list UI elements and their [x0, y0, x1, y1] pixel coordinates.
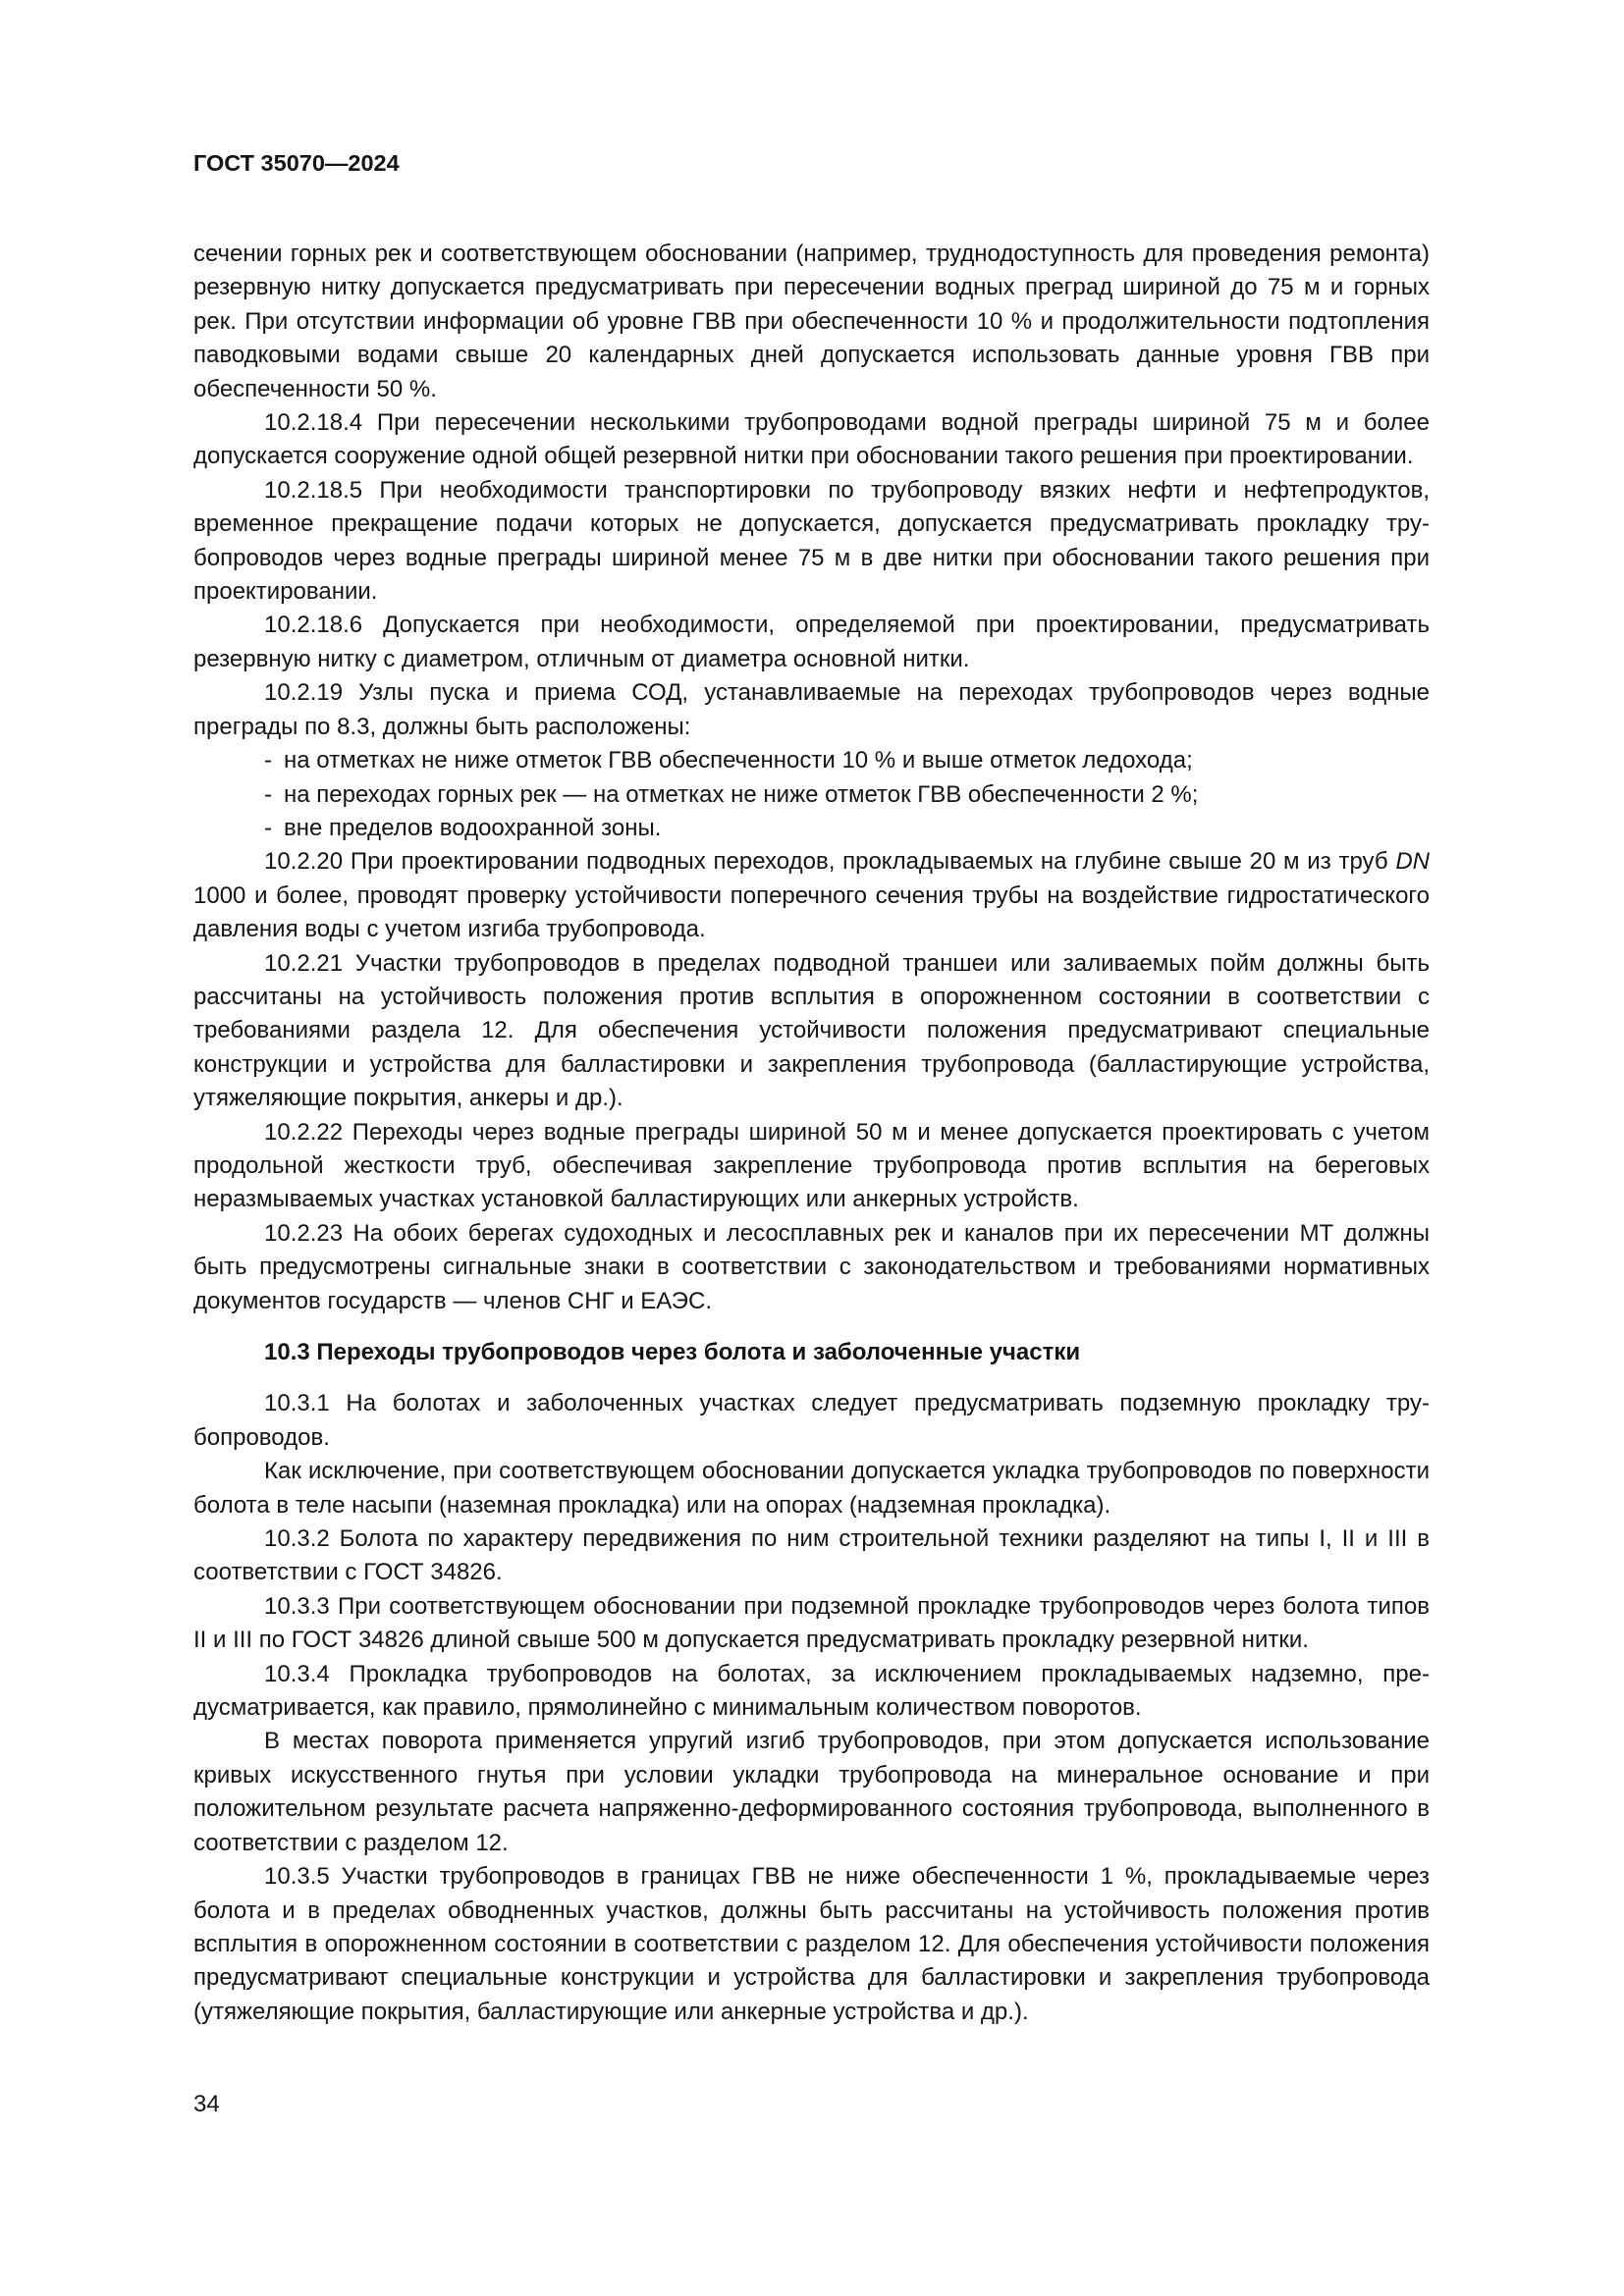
clause-10-2-18-5: 10.2.18.5 При необходимости транспортировки по трубопроводу вязких нефти и нефтепродуктов, временное прекращение подачи которых не допускается, допускается предусматривать прокладку трубопроводов через водные преграды шириной менее 75 м в две нитки при обосновании такого решения при проектировании.	[193, 476, 1430, 606]
clause-10-3-1-exception: Как исключение, при соответствующем обосновании допускается укладка трубопроводов по поверхности болота в теле насыпи (наземная прокладка) или на опорах (надземная прокладка).	[193, 1458, 1430, 1519]
clause-10-3-4-turns: В местах поворота применяется упругий изгиб трубопроводов, при этом допускается использование кривых искусственного гнутья при условии укладки трубопровода на минеральное основание и при положительном результате расчета напряженно-деформированного состояния трубопровода, выполненного в соответствии с разделом 12.	[193, 1728, 1430, 1856]
clause-10-2-18-4: 10.2.18.4 При пересечении несколькими трубопроводами водной преграды шириной 75 м и более допускается сооружение одной общей резервной нитки при обосновании такого решения при проектировании.	[193, 409, 1430, 470]
section-heading-10-3: 10.3 Переходы трубопроводов через болота и заболоченные участки	[264, 1339, 1081, 1365]
document-header: ГОСТ 35070—2024	[193, 150, 400, 176]
clause-10-3-3: 10.3.3 При соответствующем обосновании при подземной прокладке трубопроводов через болота типов II и III по ГОСТ 34826 длиной свыше 500 м допускается предусматривать прокладку резервной нитки.	[193, 1592, 1430, 1654]
document-body	[193, 238, 1430, 2029]
paragraph-continuation: сечении горных рек и соответствующем обосновании (например, труднодоступность для проведения ремонта) резервную нитку допускается предусматривать при пересечении водных преград шириной до 75 м и горных рек. При отсутствии информации об уровне ГВВ при обеспеченности 10 % и продолжительности подтопления паводковыми водами свыше 20 календарных дней допускается использовать данные уровня ГВВ при обеспеченности 50 %.	[193, 240, 1430, 402]
list-item-text: на переходах горных рек — на отметках не ниже отметок ГВВ обеспеченности 2 %;	[284, 780, 1199, 808]
list-item: - на отметках не ниже отметок ГВВ обеспеченности 10 % и выше отметок ледохода;	[264, 747, 1193, 774]
list-item-text: вне пределов водоохранной зоны.	[284, 814, 662, 841]
clause-10-3-5: 10.3.5 Участки трубопроводов в границах ГВВ не ниже обеспеченности 1 %, прокладываемые через болота и в пределах обводненных участков, должны быть рассчитаны на устойчивость положения против всплытия в опорожненном состоянии в соответствии с разделом 12. Для обеспечения устойчивости положения предусматривают специальные конструкции и устройства для балластировки и закрепления трубопровода (утяжеляющие покрытия, балластирующие или анкерные устройства и др.).	[193, 1863, 1430, 2025]
page-number: 34	[193, 2091, 220, 2117]
clause-10-2-22: 10.2.22 Переходы через водные преграды шириной 50 м и менее допускается проектировать с учетом продольной жесткости труб, обеспечивая закрепление трубопровода против всплытия на береговых неразмываемых участках установкой балластирующих или анкерных устройств.	[193, 1118, 1430, 1213]
clause-10-2-20: 10.2.20 При проектировании подводных переходов, прокладываемых на глубине свыше 20 м из труб DN 1000 и более, проводят проверку устойчивости поперечного сечения трубы на воздействие гидростатического давления воды с учетом изгиба трубопровода.	[193, 848, 1430, 943]
clause-10-3-2: 10.3.2 Болота по характеру передвижения по ним строительной техники разделяют на типы I, II и III в соответствии с ГОСТ 34826.	[193, 1525, 1430, 1586]
clause-10-2-21: 10.2.21 Участки трубопроводов в пределах подводной траншеи или заливаемых пойм должны быть рассчитаны на устойчивость положения против всплытия в опорожненном состоянии в соответствии с требованиями раздела 12. Для обеспечения устойчивости положения предусматривают специальные конструкции и устройства для балластировки и закрепления трубопровода (балластирующие устройства, утяжеляющие покрытия, анкеры и др.).	[193, 949, 1430, 1112]
list-item: - на переходах горных рек — на отметках не ниже отметок ГВВ обеспеченности 2 %;	[264, 780, 1199, 808]
clause-10-3-1: 10.3.1 На болотах и заболоченных участках следует предусматривать подземную прокладку трубопроводов.	[193, 1390, 1430, 1451]
document-page	[193, 147, 1430, 2029]
list-item-text: на отметках не ниже отметок ГВВ обеспеченности 10 % и выше отметок ледохода;	[284, 747, 1193, 774]
clause-10-3-4: 10.3.4 Прокладка трубопроводов на болотах, за исключением прокладываемых надземно, предусматривается, как правило, прямолинейно с минимальным количеством поворотов.	[193, 1660, 1430, 1722]
list-item: - вне пределов водоохранной зоны.	[264, 814, 662, 841]
clause-10-2-18-6: 10.2.18.6 Допускается при необходимости, определяемой при проектировании, предусматривать резервную нитку с диаметром, отличным от диаметра основной нитки.	[193, 612, 1430, 672]
clause-10-2-19: 10.2.19 Узлы пуска и приема СОД, устанавливаемые на переходах трубопроводов через водные преграды по 8.3, должны быть расположены:	[193, 679, 1430, 740]
clause-10-2-23: 10.2.23 На обоих берегах судоходных и лесосплавных рек и каналов при их пересечении МТ должны быть предусмотрены сигнальные знаки в соответствии с законодательством и требованиями нормативных документов государств — членов СНГ и ЕАЭС.	[193, 1219, 1430, 1314]
